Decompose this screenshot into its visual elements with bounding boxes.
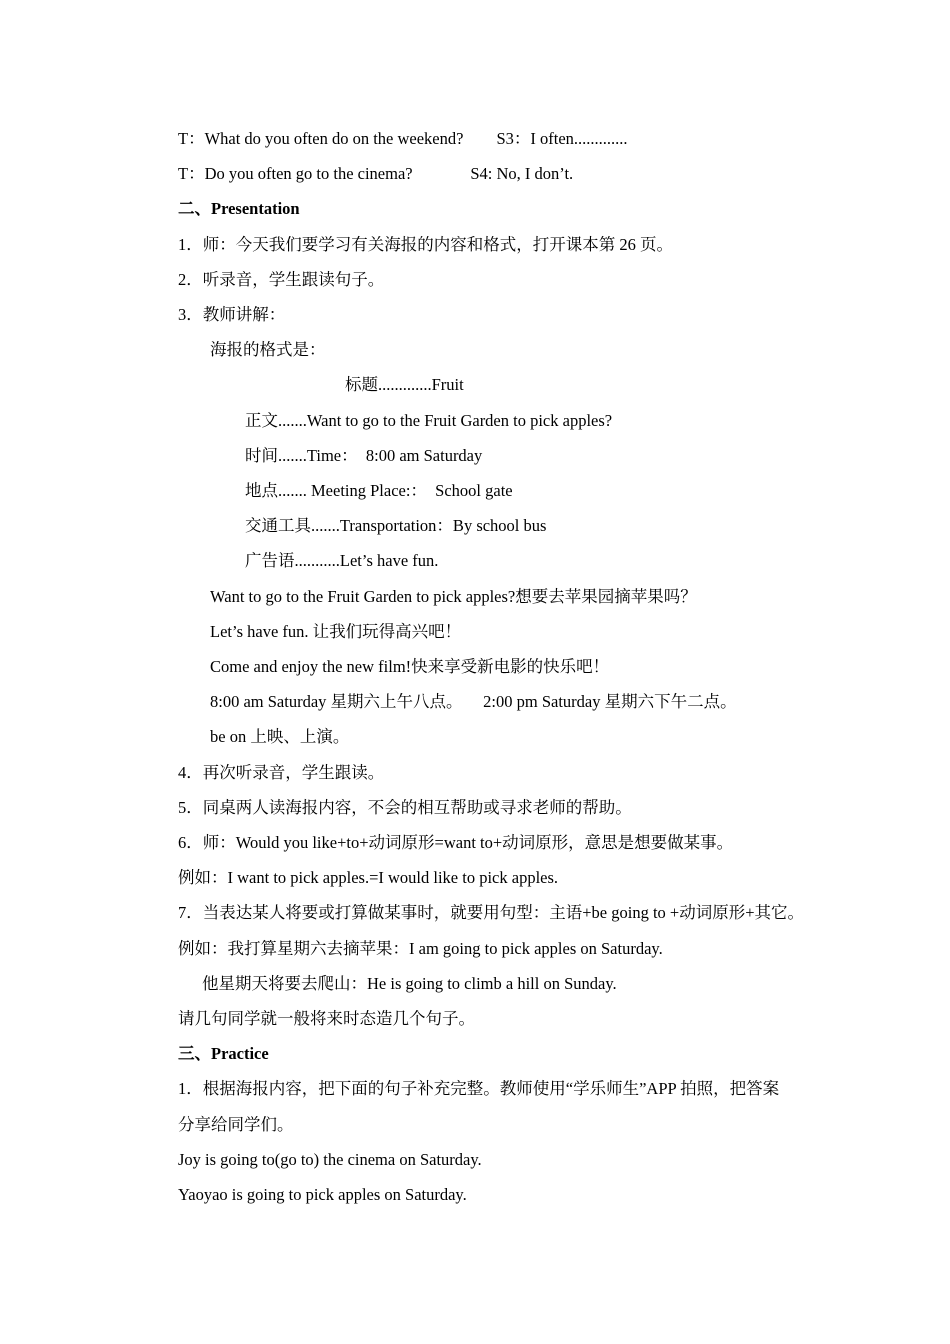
document-line: 8:00 am Saturday 星期六上午八点。 2:00 pm Saturday 星期六下午二点。	[210, 692, 737, 712]
document-line: 5．同桌两人读海报内容，不会的相互帮助或寻求老师的帮助。	[178, 797, 632, 817]
section-heading-practice: 三、Practice	[178, 1044, 269, 1064]
document-line: 分享给同学们。	[178, 1114, 294, 1134]
poster-body-line: 正文.......Want to go to the Fruit Garden to pick apples?	[245, 410, 613, 430]
document-line: 1．师：今天我们要学习有关海报的内容和格式，打开课本第 26 页。	[178, 234, 673, 254]
document-line: 例如：我打算星期六去摘苹果：I am going to pick apples on Saturday.	[178, 938, 663, 958]
poster-title-line: 标题.............Fruit	[345, 375, 464, 395]
document-line: 4．再次听录音，学生跟读。	[178, 762, 385, 782]
poster-transportation-line: 交通工具.......Transportation：By school bus	[245, 516, 547, 536]
document-line: 7．当表达某人将要或打算做某事时，就要用句型：主语+be going to +动词原形+其它。	[178, 903, 805, 923]
section-heading-presentation: 二、Presentation	[178, 199, 300, 219]
poster-place-line: 地点....... Meeting Place:： School gate	[245, 481, 513, 501]
document-line: Let’s have fun. 让我们玩得高兴吧！	[210, 621, 462, 641]
document-line: 例如：I want to pick apples.=I would like to pick apples.	[178, 868, 559, 888]
document-line: 请几句同学就一般将来时态造几个句子。	[178, 1009, 475, 1029]
document-line: Want to go to the Fruit Garden to pick apples?想要去苹果园摘苹果吗？	[210, 586, 697, 606]
poster-slogan-line: 广告语...........Let’s have fun.	[245, 551, 439, 571]
document-line: 6．师：Would you like+to+动词原形=want to+动词原形，意思是想要做某事。	[178, 833, 734, 853]
document-line: 海报的格式是：	[210, 340, 326, 360]
document-line: Joy is going to(go to) the cinema on Saturday.	[178, 1149, 482, 1169]
document-line: T：Do you often go to the cinema? S4: No, I don’t.	[178, 164, 574, 184]
document-line: Come and enjoy the new film!快来享受新电影的快乐吧！	[210, 657, 610, 677]
document-line: 他星期天将要去爬山：He is going to climb a hill on Sunday.	[202, 973, 617, 993]
poster-time-line: 时间.......Time： 8:00 am Saturday	[245, 445, 483, 465]
document-line: 2．听录音，学生跟读句子。	[178, 269, 385, 289]
document-line: 3．教师讲解：	[178, 305, 286, 325]
document-line: Yaoyao is going to pick apples on Saturday.	[178, 1185, 467, 1205]
document-content	[178, 121, 838, 1212]
document-line: be on 上映、上演。	[210, 727, 350, 747]
document-line: T：What do you often do on the weekend? S3：I often.............	[178, 129, 628, 148]
document-line: 1．根据海报内容，把下面的句子补充完整。教师使用“学乐师生”APP 拍照，把答案	[178, 1079, 780, 1099]
